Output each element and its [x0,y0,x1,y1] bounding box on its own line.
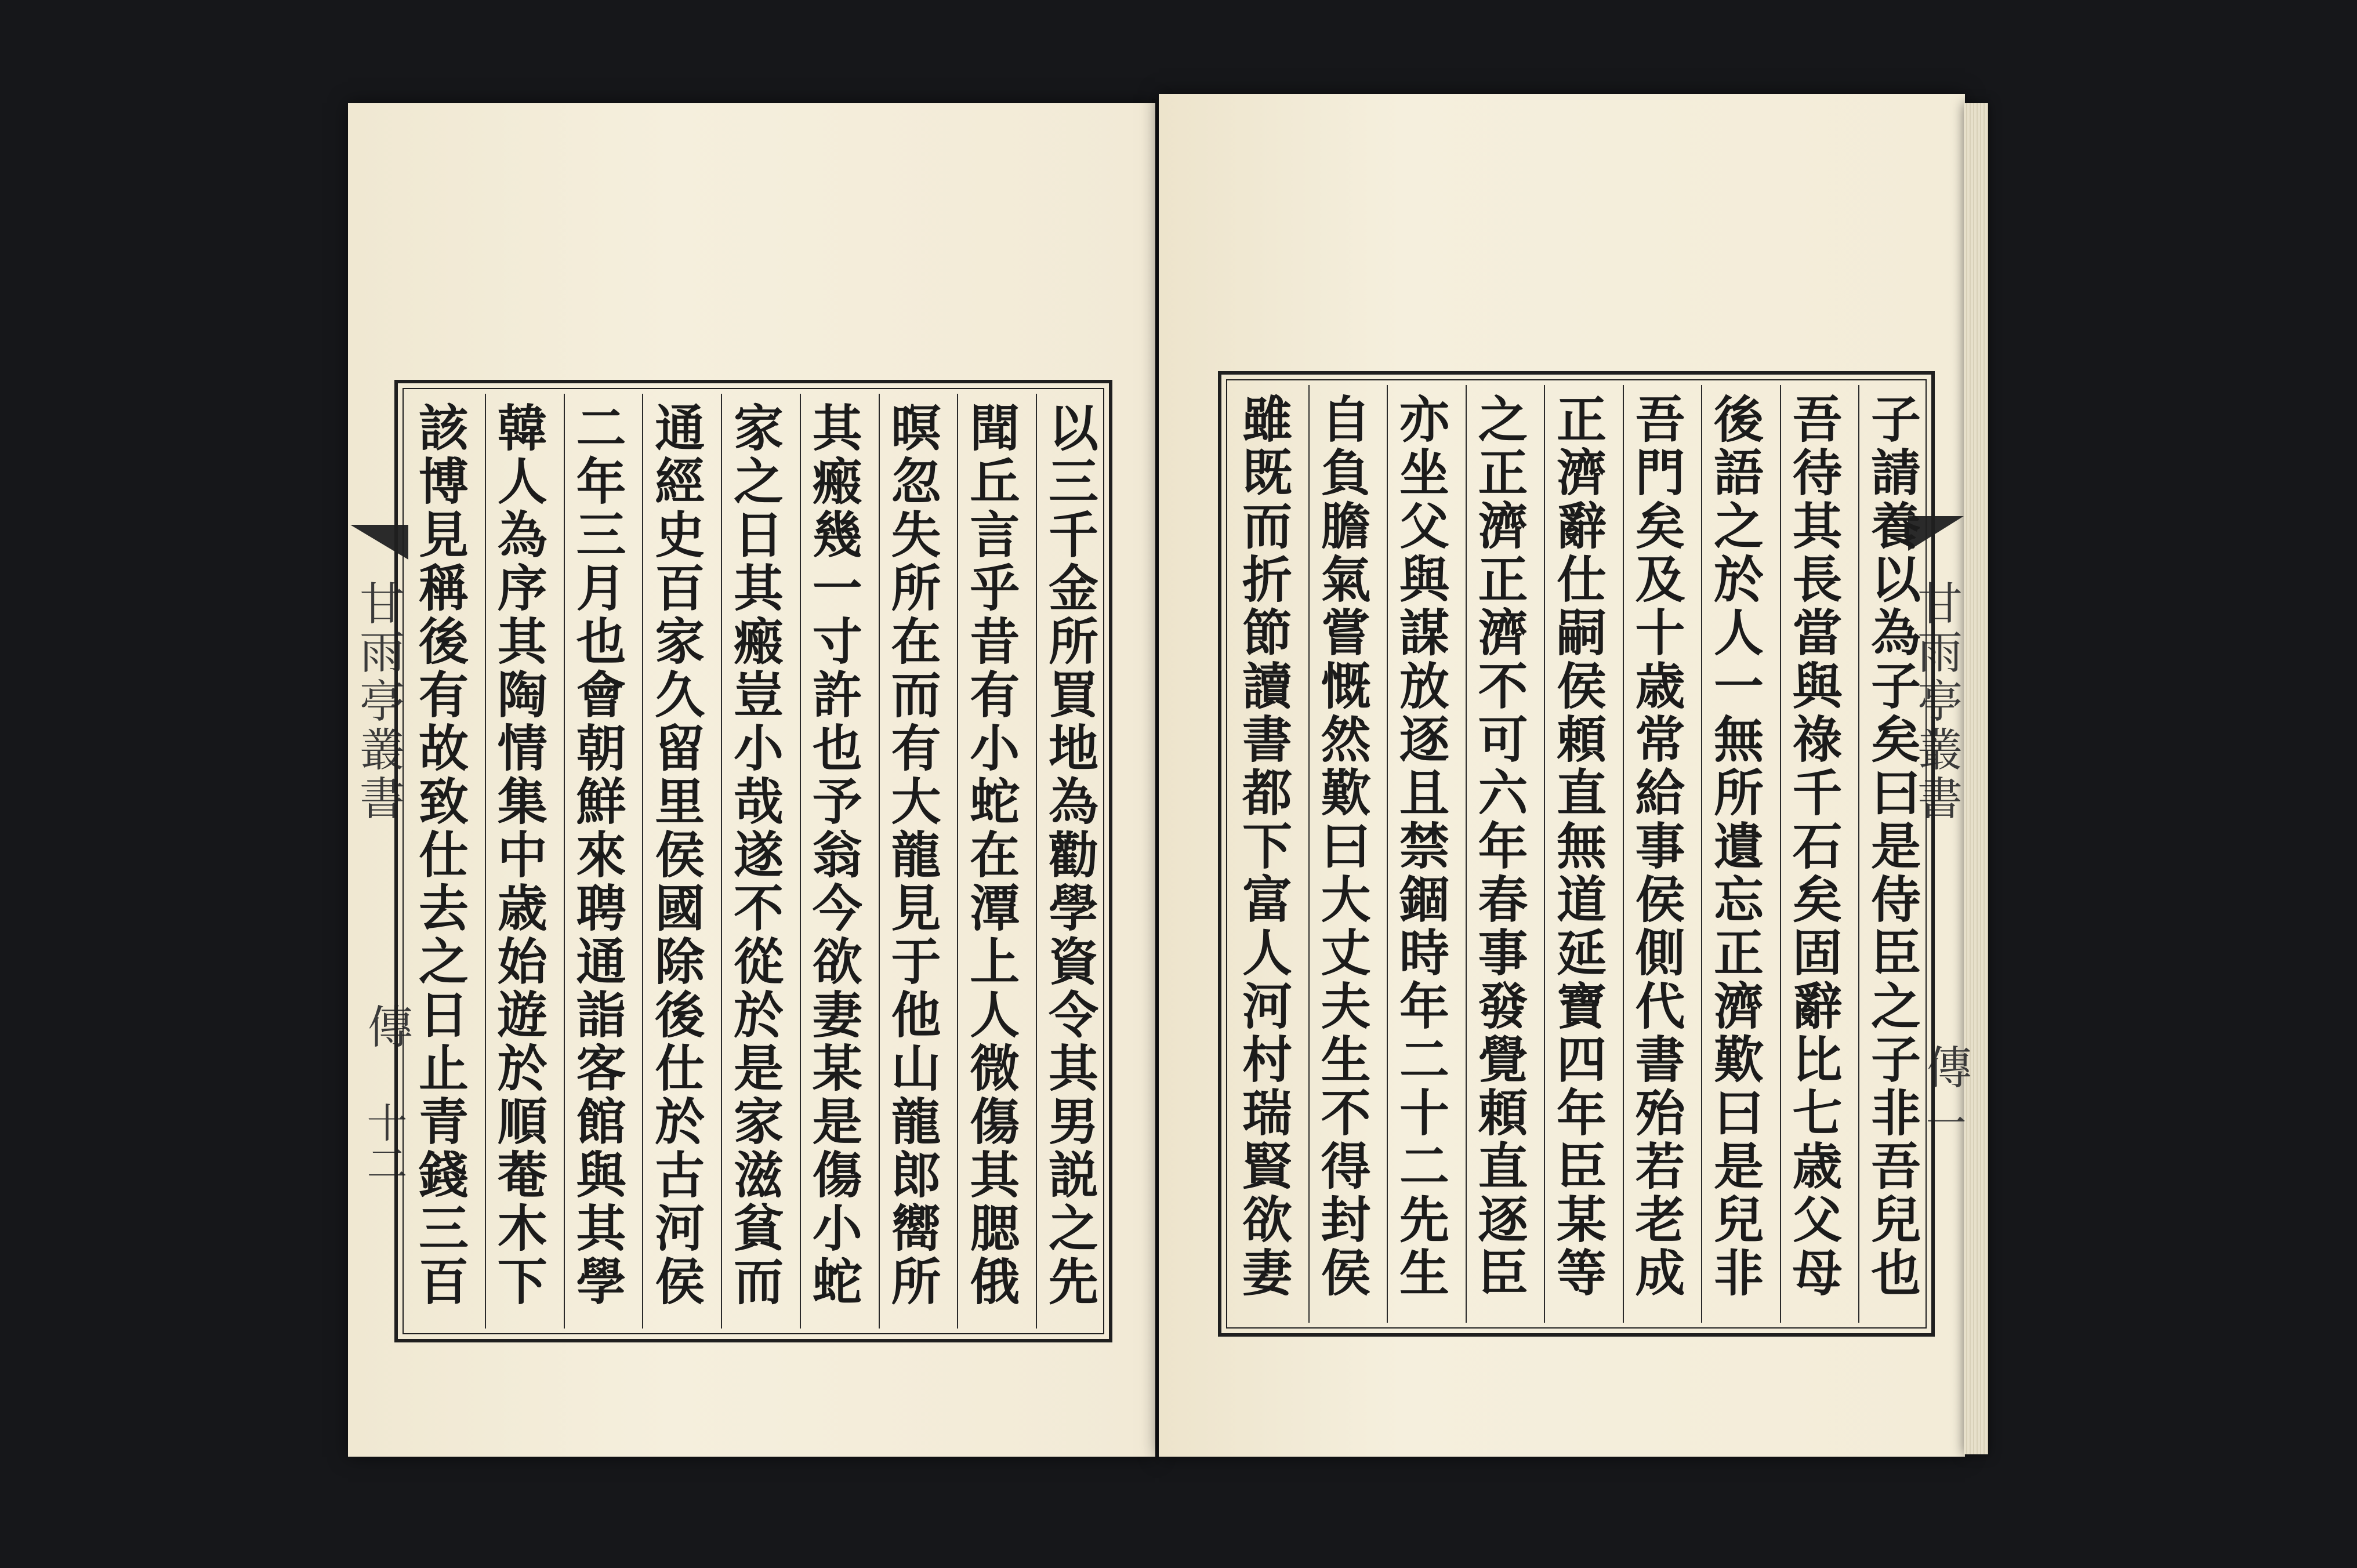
text-column: 韓人為序其陶情集中歳始遊於順菴木下 [485,394,550,1329]
page-number-left: 十二 [360,1102,408,1183]
text-column: 子請養以為子矣曰是侍臣之子非吾兒也 [1858,385,1923,1323]
text-column: 自負膽氣嘗慨然歎曰大丈夫生不得封侯 [1308,385,1373,1323]
text-column: 通經史百家久留里侯國除後仕於古河侯 [642,394,707,1329]
text-column: 正濟辭仕嗣侯頼直無道延寶四年臣某等 [1544,385,1609,1323]
text-column: 之正濟正濟不可六年春事發覺頼直逐臣 [1466,385,1531,1323]
text-column: 亦坐父與謀放逐且禁錮時年二十二先生 [1387,385,1452,1323]
text-column: 暝忽失所在而有大龍見于他山龍郎嚮所 [879,394,944,1329]
page-number-right: 一 [1919,1102,1967,1142]
text-column: 吾門矣及十歳常給事侯側代書殆若老成 [1623,385,1688,1323]
text-column: 後語之於人一無所遺忘正濟歎曰是兒非 [1701,385,1766,1323]
text-column: 家之日其瘢豈小哉遂不從於是家滋貧而 [721,394,786,1329]
text-column: 二年三月也會朝鮮來聘通詣客館與其學 [564,394,629,1329]
left-text-block [394,380,1112,1342]
text-column: 吾待其長當與祿千石矣固辭比七歳父母 [1780,385,1845,1323]
text-column: 該博見稱後有故致仕去之日止青錢三百 [410,402,469,1309]
text-column: 其瘢幾一寸許也予翁今欲妻某是傷小蛇 [800,394,865,1329]
running-title-right: 甘雨亭叢書 [1910,580,1962,823]
text-column: 聞丘言乎昔有小蛇在潭上人微傷其腮俄 [957,394,1022,1329]
text-column: 雖既而折節讀書都下富人河村瑞賢欲妻 [1234,393,1292,1300]
text-column: 以三千金所買地為勸學資令其男説之先 [1036,394,1101,1329]
right-text-block [1218,371,1935,1337]
section-label-right: 傳 [1919,1044,1971,1089]
section-label-left: 傳 [360,1003,412,1048]
running-title-left: 甘雨亭叢書 [352,580,404,823]
